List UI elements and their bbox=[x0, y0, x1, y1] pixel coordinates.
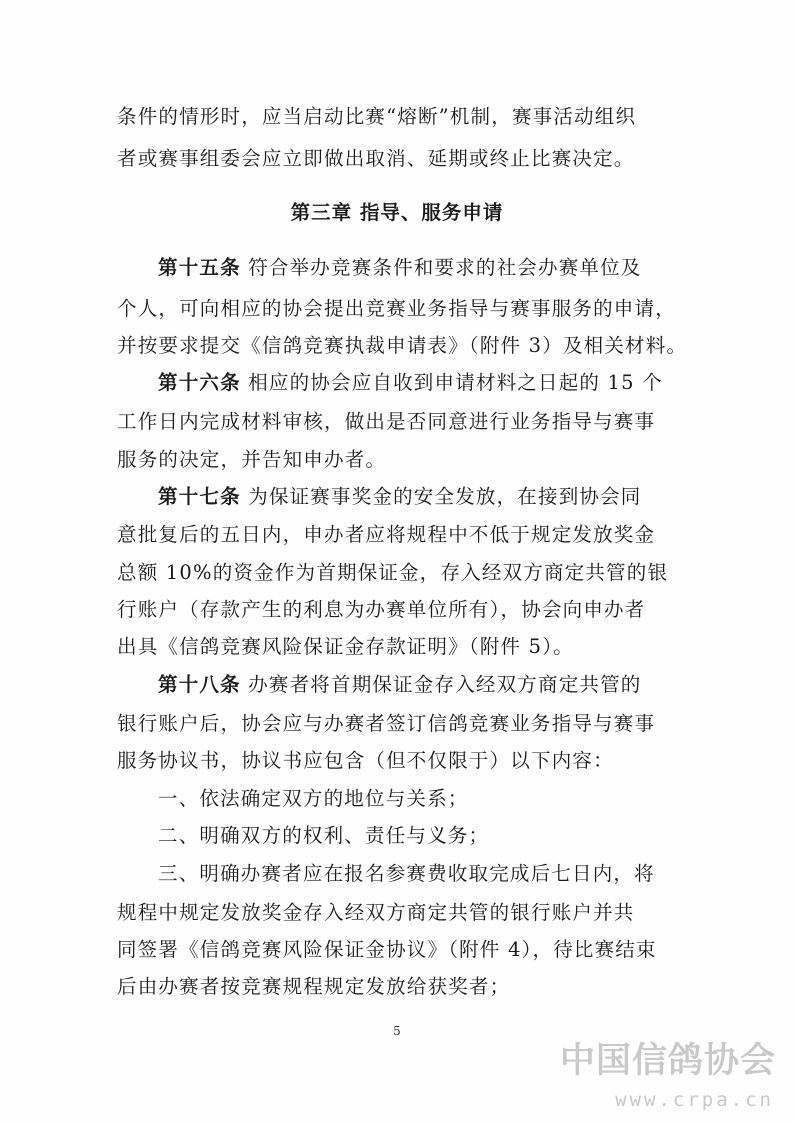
watermark-logo-text: 中国信鸽协会 bbox=[559, 1041, 776, 1081]
body-line: 行账户（存款产生的利息为办赛单位所有），协会向申办者 bbox=[117, 598, 646, 621]
list-item: 一、依法确定双方的地位与关系； bbox=[158, 787, 469, 810]
list-item: 二、明确双方的权利、责任与义务； bbox=[158, 824, 490, 847]
article-label: 第十六条 bbox=[158, 371, 241, 394]
article-text: 符合举办竞赛条件和要求的社会办赛单位及 bbox=[240, 256, 642, 279]
body-line: 服务协议书，协议书应包含（但不仅限于）以下内容： bbox=[117, 749, 614, 772]
body-line: 服务的决定，并告知申办者。 bbox=[117, 448, 387, 471]
body-line: 后由办赛者按竞赛规程规定发放给获奖者； bbox=[117, 975, 511, 998]
body-line: 个人，可向相应的协会提出竞赛业务指导与赛事服务的申请， bbox=[117, 297, 676, 320]
article-label: 第十七条 bbox=[158, 485, 241, 508]
body-line: 规程中规定发放奖金存入经双方商定共管的银行账户并共 bbox=[117, 901, 635, 924]
article-label: 第十八条 bbox=[158, 673, 241, 696]
chapter-title: 第三章 指导、服务申请 bbox=[290, 201, 504, 224]
body-line: 并按要求提交《信鸽竞赛执裁申请表》（附件 3）及相关材料。 bbox=[117, 334, 688, 357]
article-18-first-line bbox=[158, 673, 678, 697]
body-line: 银行账户后，协会应与办赛者签订信鸽竞赛业务指导与赛事 bbox=[117, 712, 656, 735]
watermark-url: www.crpa.cn bbox=[615, 1089, 774, 1111]
article-17-first-line bbox=[158, 485, 678, 509]
article-text: 办赛者将首期保证金存入经双方商定共管的 bbox=[240, 673, 642, 696]
list-item: 三、明确办赛者应在报名参赛费收取完成后七日内，将 bbox=[158, 862, 655, 885]
article-text: 为保证赛事奖金的安全发放，在接到协会同 bbox=[240, 485, 642, 508]
body-line: 条件的情形时，应当启动比赛“熔断”机制，赛事活动组织 bbox=[117, 105, 637, 128]
body-line: 出具《信鸽竞赛风险保证金存款证明》（附件 5）。 bbox=[117, 635, 574, 658]
article-label: 第十五条 bbox=[158, 256, 241, 279]
page-number: 5 bbox=[393, 1024, 401, 1038]
article-15-first-line bbox=[158, 256, 678, 280]
body-line: 总额 10%的资金作为首期保证金，存入经双方商定共管的银 bbox=[117, 561, 669, 584]
body-line: 工作日内完成材料审核，做出是否同意进行业务指导与赛事 bbox=[117, 410, 656, 433]
body-line: 同签署《信鸽竞赛风险保证金协议》（附件 4），待比赛结束 bbox=[117, 938, 657, 961]
article-text: 相应的协会应自收到申请材料之日起的 15 个 bbox=[240, 371, 663, 394]
article-16-first-line bbox=[158, 371, 678, 395]
body-line: 者或赛事组委会应立即做出取消、延期或终止比赛决定。 bbox=[117, 147, 635, 170]
body-line: 意批复后的五日内，申办者应将规程中不低于规定发放奖金 bbox=[117, 523, 656, 546]
